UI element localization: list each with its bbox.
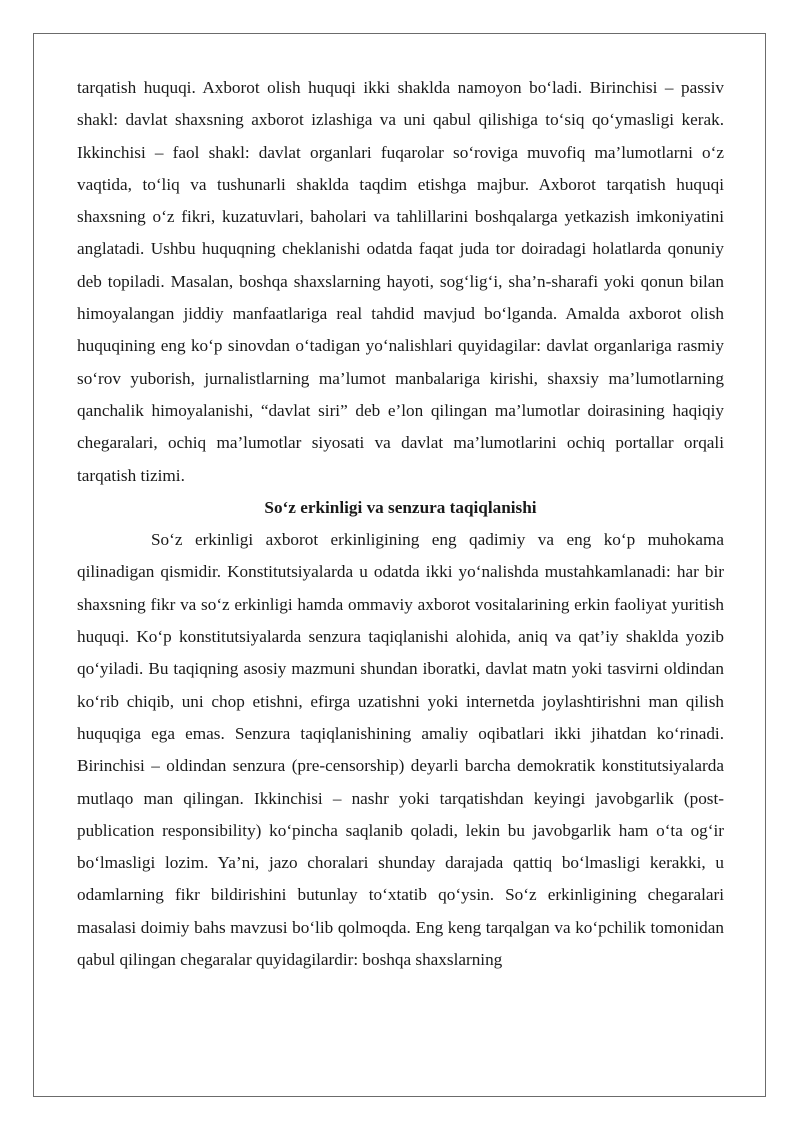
body-paragraph: So‘z erkinligi axborot erkinligining eng qadimiy va eng ko‘p muhokama qilinadigan qismidir. Konstitutsiyalarda u odatda ikki yo‘nalishda mustahkamlanadi: har bir shaxsning fikr va so‘z erkinligi hamda ommaviy axborot vositalarining erkin faoliyat yuritish huquqi. Ko‘p konstitutsiyalarda senzura taqiqlanishi alohida, aniq va qat’iy shaklda yozib qo‘yiladi. Bu taqiqning asosiy mazmuni shundan iboratki, davlat matn yoki tasvirni oldindan ko‘rib chiqib, uni chop etishni, efirga uzatishni yoki internetda joylashtirishni man qilish huquqiga ega emas. Senzura taqiqlanishining amaliy oqibatlari ikki jihatdan ko‘rinadi. Birinchisi – oldindan senzura (pre-censorship) deyarli barcha demokratik konstitutsiyalarda mutlaqo man qilingan. Ikkinchisi – nashr yoki tarqatishdan keyingi javobgarlik (post-publication responsibility) ko‘pincha saqlanib qoladi, lekin bu javobgarlik ham o‘ta og‘ir bo‘lmasligi lozim. Ya’ni, jazo choralari shunday darajada qattiq bo‘lmasligi kerakki, u odamlarning fikr bildirishini butunlay to‘xtatib qo‘ysin. So‘z erkinligining chegaralari masalasi doimiy bahs mavzusi bo‘lib qolmoqda. Eng keng tarqalgan va ko‘pchilik tomonidan qabul qilingan chegaralar quyidagilardir: boshqa shaxslarning bbox=[77, 530, 724, 970]
document-body bbox=[77, 72, 724, 976]
section-heading: So‘z erkinligi va senzura taqiqlanishi bbox=[264, 497, 537, 517]
body-paragraph: tarqatish huquqi. Axborot olish huquqi ikki shaklda namoyon bo‘ladi. Birinchisi – passiv shakl: davlat shaxsning axborot izlashiga va uni qabul qilishiga to‘siq qo‘ymasligi kerak. Ikkinchisi – faol shakl: davlat organlari fuqarolar so‘roviga muvofiq ma’lumotlarni o‘z vaqtida, to‘liq va tushunarli shaklda taqdim etishga majbur. Axborot tarqatish huquqi shaxsning o‘z fikri, kuzatuvlari, baholari va tahlillarini boshqalarga yetkazish imkoniyatini anglatadi. Ushbu huquqning cheklanishi odatda faqat juda tor doiradagi holatlarda qonuniy deb topiladi. Masalan, boshqa shaxslarning hayoti, sog‘lig‘i, sha’n-sharafi yoki qonun bilan himoyalangan jiddiy manfaatlariga real tahdid mavjud bo‘lganda. Amalda axborot olish huquqining eng ko‘p sinovdan o‘tadigan yo‘nalishlari quyidagilar: davlat organlariga rasmiy so‘rov yuborish, jurnalistlarning ma’lumot manbalariga kirishi, shaxsiy ma’lumotlarning qanchalik himoyalanishi, “davlat siri” deb e’lon qilingan ma’lumotlar doirasining haqiqiy chegaralari, ochiq ma’lumotlar siyosati va davlat ma’lumotlarini ochiq portallar orqali tarqatish tizimi. bbox=[77, 78, 724, 485]
